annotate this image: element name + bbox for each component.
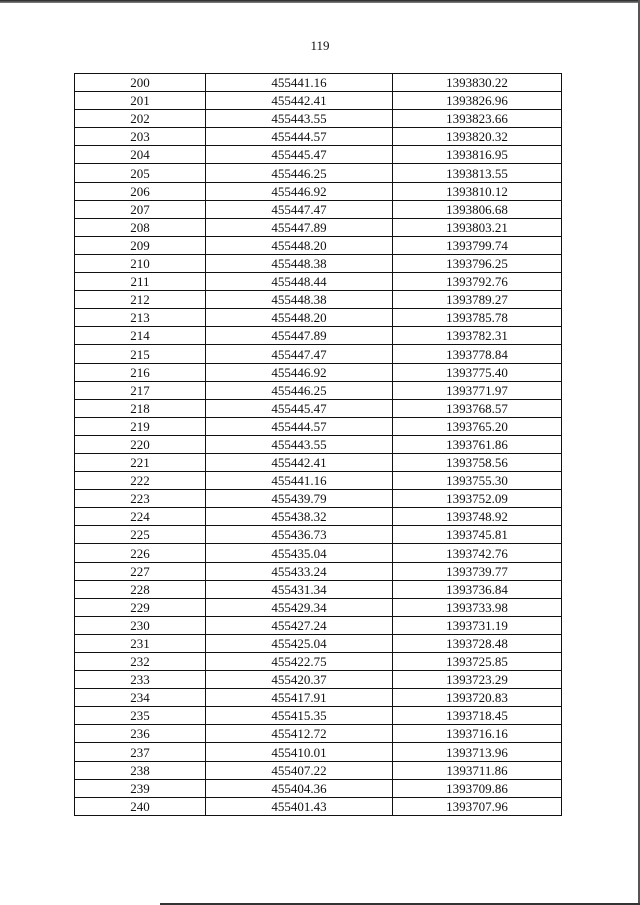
x-coordinate-cell: 455439.79 [206,490,393,508]
table-row [75,797,562,815]
y-coordinate-cell: 1393775.40 [393,363,562,381]
table-row [75,743,562,761]
y-coordinate-cell: 1393713.96 [393,743,562,761]
x-coordinate-cell: 455445.47 [206,399,393,417]
y-coordinate-cell: 1393739.77 [393,562,562,580]
table-row [75,146,562,164]
point-number-cell: 218 [75,399,206,417]
x-coordinate-cell: 455446.92 [206,182,393,200]
point-number-cell: 227 [75,562,206,580]
point-number-cell: 213 [75,309,206,327]
coordinates-table [74,73,562,816]
x-coordinate-cell: 455417.91 [206,689,393,707]
point-number-cell: 232 [75,653,206,671]
x-coordinate-cell: 455444.57 [206,128,393,146]
point-number-cell: 215 [75,345,206,363]
table-row [75,417,562,435]
table-row [75,399,562,417]
y-coordinate-cell: 1393823.66 [393,110,562,128]
point-number-cell: 240 [75,797,206,815]
x-coordinate-cell: 455441.16 [206,472,393,490]
point-number-cell: 220 [75,435,206,453]
y-coordinate-cell: 1393748.92 [393,508,562,526]
table-row [75,92,562,110]
point-number-cell: 221 [75,453,206,471]
y-coordinate-cell: 1393765.20 [393,417,562,435]
point-number-cell: 237 [75,743,206,761]
y-coordinate-cell: 1393792.76 [393,273,562,291]
y-coordinate-cell: 1393803.21 [393,218,562,236]
x-coordinate-cell: 455447.89 [206,327,393,345]
y-coordinate-cell: 1393711.86 [393,761,562,779]
y-coordinate-cell: 1393731.19 [393,616,562,634]
x-coordinate-cell: 455442.41 [206,453,393,471]
page-number: 119 [310,38,330,53]
y-coordinate-cell: 1393799.74 [393,236,562,254]
y-coordinate-cell: 1393813.55 [393,164,562,182]
table-row [75,761,562,779]
y-coordinate-cell: 1393709.86 [393,779,562,797]
x-coordinate-cell: 455415.35 [206,707,393,725]
table-row [75,254,562,272]
point-number-cell: 209 [75,236,206,254]
table-row [75,725,562,743]
y-coordinate-cell: 1393745.81 [393,526,562,544]
point-number-cell: 204 [75,146,206,164]
y-coordinate-cell: 1393725.85 [393,653,562,671]
x-coordinate-cell: 455448.44 [206,273,393,291]
point-number-cell: 201 [75,92,206,110]
point-number-cell: 229 [75,598,206,616]
x-coordinate-cell: 455444.57 [206,417,393,435]
point-number-cell: 230 [75,616,206,634]
y-coordinate-cell: 1393778.84 [393,345,562,363]
point-number-cell: 235 [75,707,206,725]
x-coordinate-cell: 455422.75 [206,653,393,671]
table-row [75,508,562,526]
y-coordinate-cell: 1393826.96 [393,92,562,110]
x-coordinate-cell: 455404.36 [206,779,393,797]
point-number-cell: 208 [75,218,206,236]
point-number-cell: 225 [75,526,206,544]
table-row [75,182,562,200]
table-row [75,472,562,490]
table-row [75,671,562,689]
y-coordinate-cell: 1393723.29 [393,671,562,689]
x-coordinate-cell: 455427.24 [206,616,393,634]
point-number-cell: 236 [75,725,206,743]
table-row [75,598,562,616]
x-coordinate-cell: 455448.38 [206,291,393,309]
y-coordinate-cell: 1393736.84 [393,580,562,598]
point-number-cell: 203 [75,128,206,146]
x-coordinate-cell: 455443.55 [206,435,393,453]
table-row [75,526,562,544]
x-coordinate-cell: 455425.04 [206,634,393,652]
point-number-cell: 231 [75,634,206,652]
point-number-cell: 217 [75,381,206,399]
y-coordinate-cell: 1393768.57 [393,399,562,417]
y-coordinate-cell: 1393789.27 [393,291,562,309]
table-row [75,74,562,92]
x-coordinate-cell: 455429.34 [206,598,393,616]
scan-edge-top [0,0,640,3]
y-coordinate-cell: 1393716.16 [393,725,562,743]
x-coordinate-cell: 455448.38 [206,254,393,272]
point-number-cell: 234 [75,689,206,707]
table-row [75,110,562,128]
y-coordinate-cell: 1393758.56 [393,453,562,471]
y-coordinate-cell: 1393830.22 [393,74,562,92]
y-coordinate-cell: 1393752.09 [393,490,562,508]
point-number-cell: 206 [75,182,206,200]
x-coordinate-cell: 455438.32 [206,508,393,526]
x-coordinate-cell: 455448.20 [206,309,393,327]
y-coordinate-cell: 1393810.12 [393,182,562,200]
y-coordinate-cell: 1393755.30 [393,472,562,490]
table-row [75,653,562,671]
table-row [75,381,562,399]
point-number-cell: 211 [75,273,206,291]
x-coordinate-cell: 455431.34 [206,580,393,598]
x-coordinate-cell: 455410.01 [206,743,393,761]
y-coordinate-cell: 1393733.98 [393,598,562,616]
y-coordinate-cell: 1393728.48 [393,634,562,652]
x-coordinate-cell: 455446.25 [206,381,393,399]
point-number-cell: 205 [75,164,206,182]
point-number-cell: 212 [75,291,206,309]
point-number-cell: 200 [75,74,206,92]
point-number-cell: 238 [75,761,206,779]
table-row [75,345,562,363]
x-coordinate-cell: 455447.89 [206,218,393,236]
y-coordinate-cell: 1393707.96 [393,797,562,815]
y-coordinate-cell: 1393782.31 [393,327,562,345]
x-coordinate-cell: 455447.47 [206,345,393,363]
table-row [75,200,562,218]
table-row [75,309,562,327]
x-coordinate-cell: 455446.92 [206,363,393,381]
point-number-cell: 207 [75,200,206,218]
y-coordinate-cell: 1393816.95 [393,146,562,164]
x-coordinate-cell: 455441.16 [206,74,393,92]
y-coordinate-cell: 1393761.86 [393,435,562,453]
x-coordinate-cell: 455433.24 [206,562,393,580]
table-row [75,273,562,291]
x-coordinate-cell: 455420.37 [206,671,393,689]
point-number-cell: 228 [75,580,206,598]
point-number-cell: 223 [75,490,206,508]
x-coordinate-cell: 455447.47 [206,200,393,218]
x-coordinate-cell: 455435.04 [206,544,393,562]
y-coordinate-cell: 1393742.76 [393,544,562,562]
point-number-cell: 202 [75,110,206,128]
point-number-cell: 210 [75,254,206,272]
y-coordinate-cell: 1393820.32 [393,128,562,146]
coordinates-table-body [75,74,562,816]
table-row [75,291,562,309]
x-coordinate-cell: 455407.22 [206,761,393,779]
table-row [75,327,562,345]
table-row [75,634,562,652]
table-row [75,363,562,381]
table-row [75,562,562,580]
point-number-cell: 226 [75,544,206,562]
x-coordinate-cell: 455442.41 [206,92,393,110]
table-row [75,544,562,562]
y-coordinate-cell: 1393785.78 [393,309,562,327]
table-row [75,689,562,707]
table-row [75,779,562,797]
x-coordinate-cell: 455412.72 [206,725,393,743]
table-row [75,236,562,254]
table-row [75,218,562,236]
x-coordinate-cell: 455401.43 [206,797,393,815]
y-coordinate-cell: 1393806.68 [393,200,562,218]
point-number-cell: 222 [75,472,206,490]
x-coordinate-cell: 455448.20 [206,236,393,254]
point-number-cell: 239 [75,779,206,797]
table-row [75,490,562,508]
y-coordinate-cell: 1393796.25 [393,254,562,272]
x-coordinate-cell: 455436.73 [206,526,393,544]
table-row [75,616,562,634]
table-row [75,707,562,725]
x-coordinate-cell: 455445.47 [206,146,393,164]
x-coordinate-cell: 455443.55 [206,110,393,128]
point-number-cell: 224 [75,508,206,526]
table-row [75,435,562,453]
y-coordinate-cell: 1393771.97 [393,381,562,399]
table-row [75,164,562,182]
table-row [75,128,562,146]
point-number-cell: 216 [75,363,206,381]
x-coordinate-cell: 455446.25 [206,164,393,182]
point-number-cell: 214 [75,327,206,345]
y-coordinate-cell: 1393720.83 [393,689,562,707]
table-row [75,580,562,598]
point-number-cell: 219 [75,417,206,435]
y-coordinate-cell: 1393718.45 [393,707,562,725]
point-number-cell: 233 [75,671,206,689]
table-row [75,453,562,471]
